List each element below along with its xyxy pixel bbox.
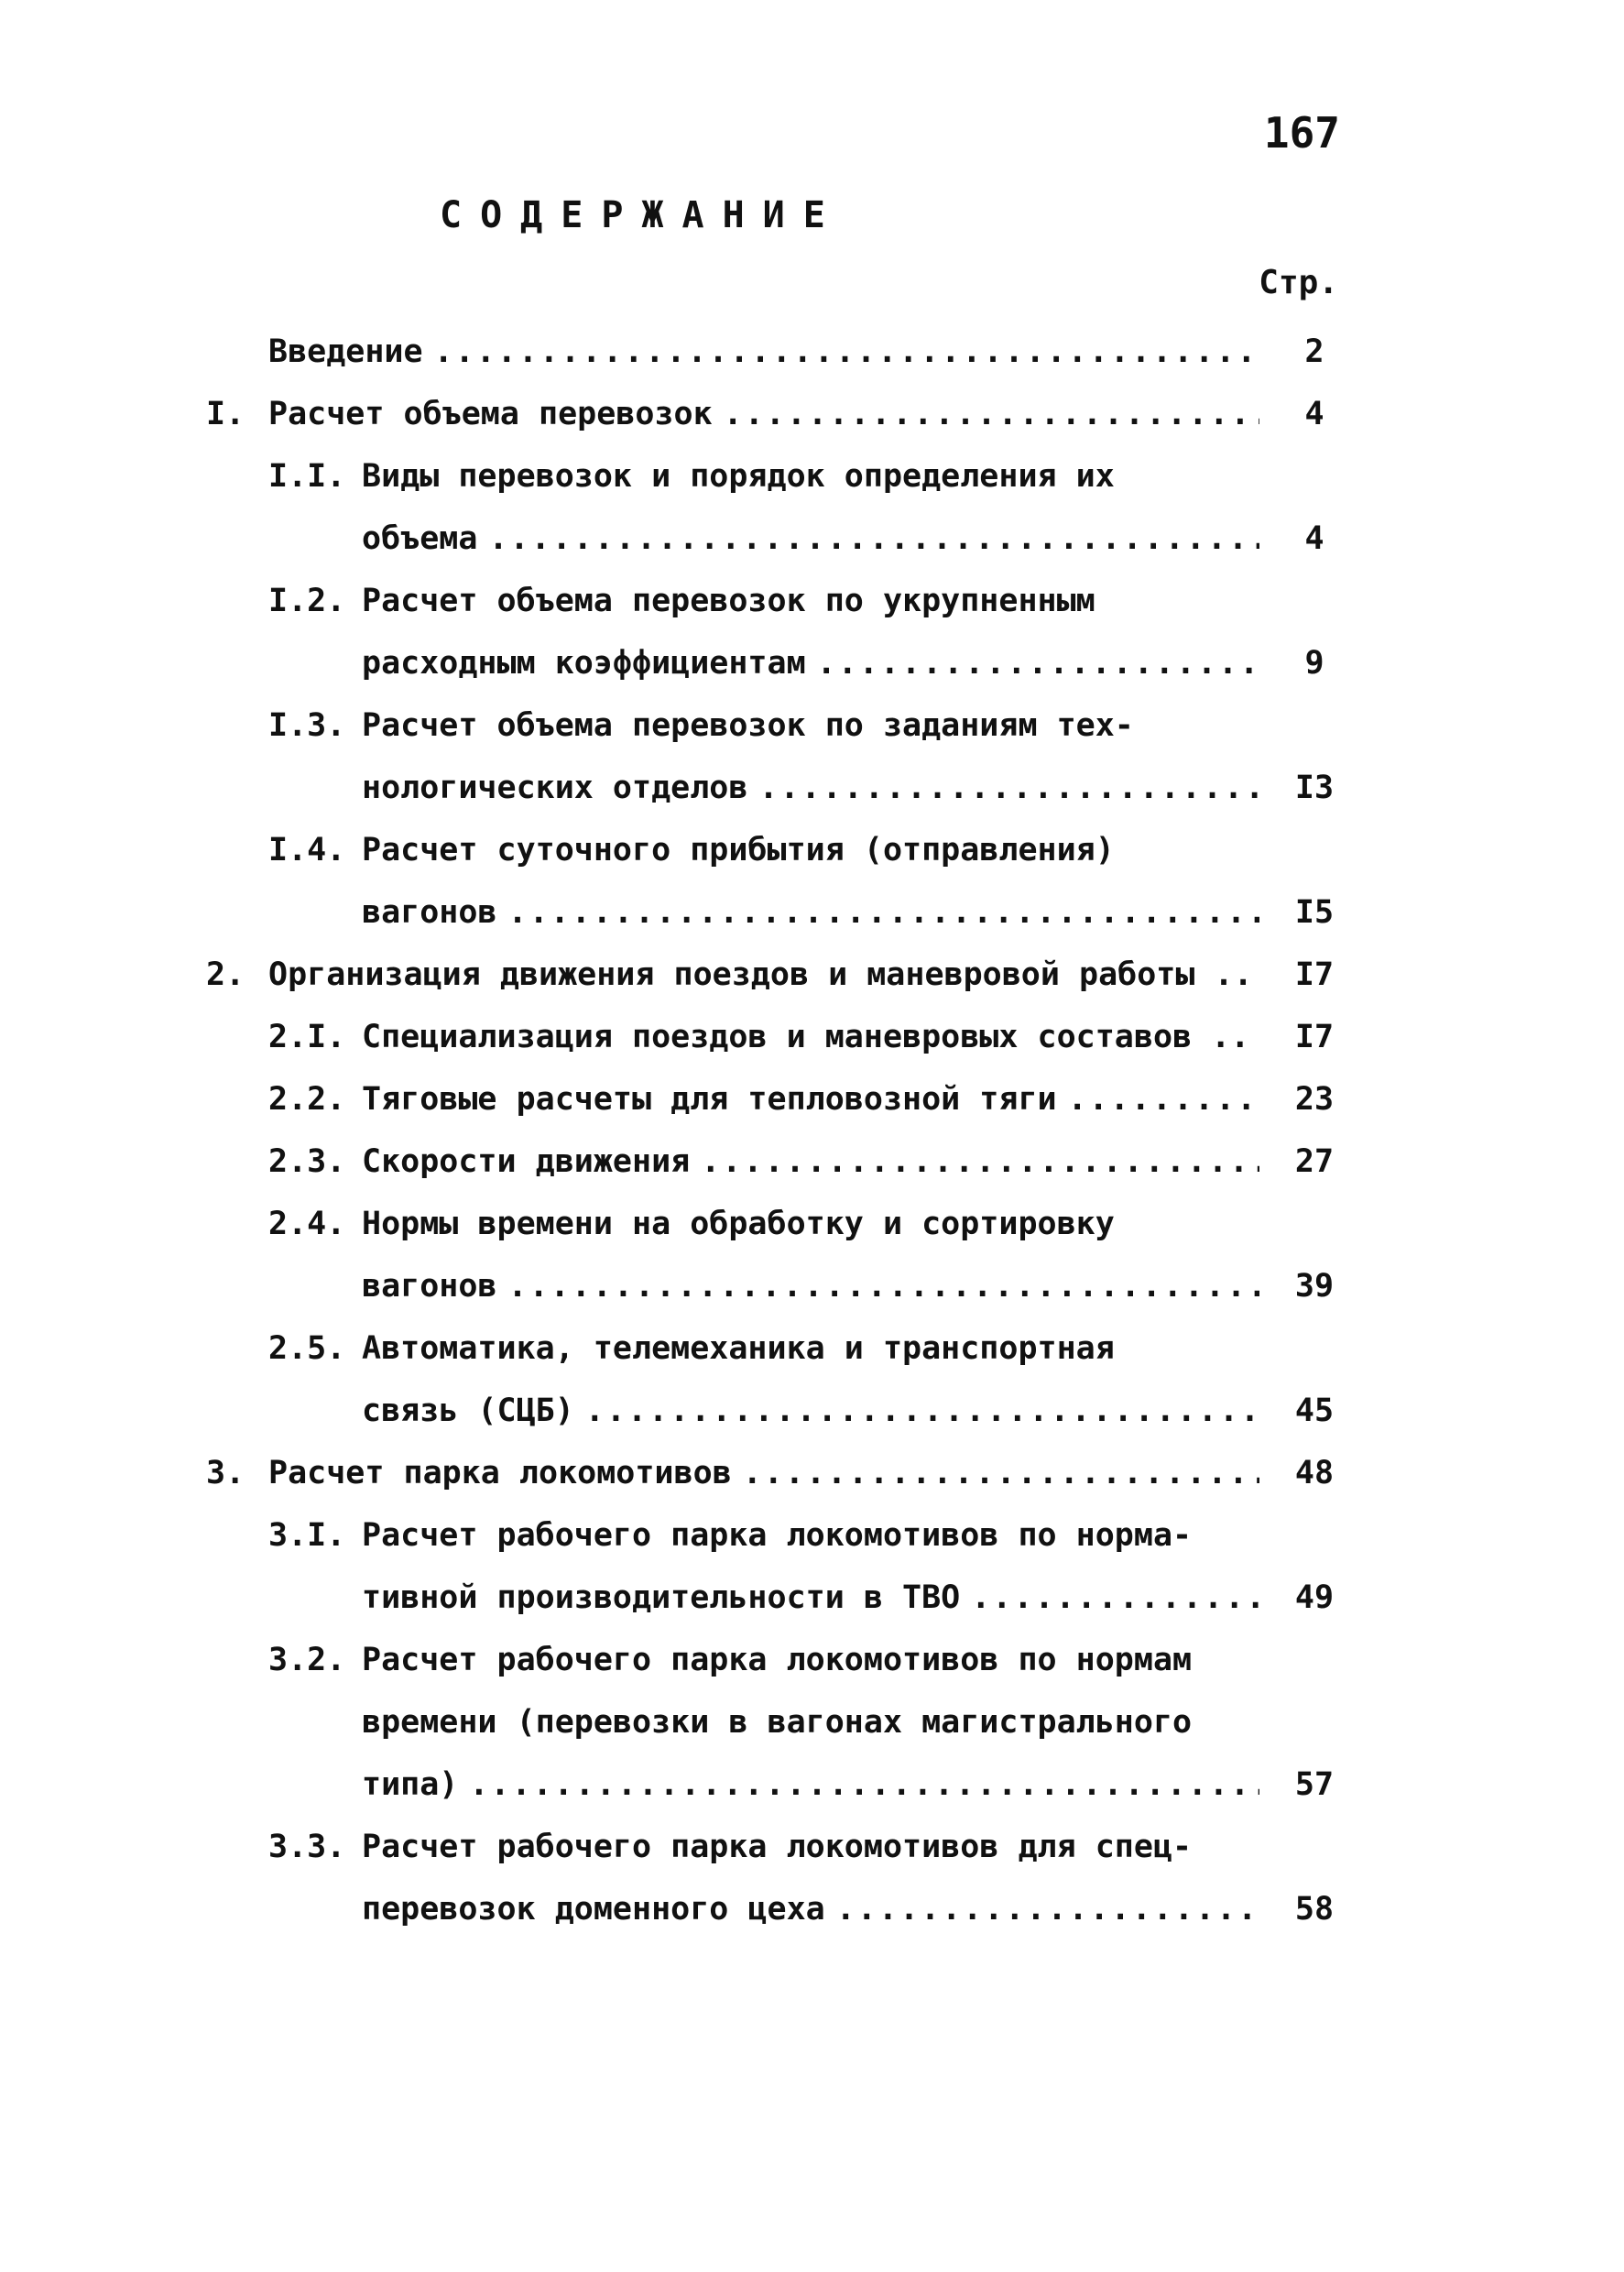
toc-row [206,321,1342,383]
toc-row [206,1753,1342,1816]
toc-entry-text: тивной производительности в ТВО [362,1579,961,1616]
toc-row [206,1006,1342,1068]
toc-entry-text: Организация движения поездов и маневровой работы .. [268,956,1253,993]
toc-page-number: 45 [1294,1393,1335,1429]
toc-entry-text: Специализация поездов и маневровых составов .. [362,1019,1250,1055]
toc-entry-line[interactable] [362,1006,1259,1068]
toc-dot-leader [724,383,1259,445]
toc-entry-text: Расчет объема перевозок по укрупненным [362,583,1095,619]
toc-page-number: I7 [1294,956,1335,993]
toc-row [206,383,1342,445]
toc-entry-text: Тяговые расчеты для тепловозной тяги [362,1081,1057,1118]
toc-dot-leader [508,1255,1259,1317]
toc-row [206,694,1342,757]
toc-entry-text: Введение [268,333,423,370]
toc-entry-text: объема [362,520,478,557]
toc-entry-number: 2. [206,956,245,993]
toc-entry-text: Нормы времени на обработку и сортировку [362,1206,1115,1242]
toc-entry-number: I. [206,396,245,432]
page-column-header: Стр. [1259,264,1338,301]
toc-entry-line[interactable] [362,757,1259,819]
toc-entry-text: нологических отделов [362,770,748,806]
toc-row [206,757,1342,819]
toc-page-number: 49 [1294,1579,1335,1616]
toc-page-number: 23 [1294,1081,1335,1118]
toc-dot-leader [817,632,1259,694]
toc-page-number: I3 [1294,770,1335,806]
toc-entry-text: Расчет суточного прибытия (отправления) [362,832,1115,868]
toc-entry-text: расходным коэффициентам [362,645,806,682]
toc-entry-text: Расчет рабочего парка локомотивов по нормам [362,1642,1193,1678]
toc-row [206,1442,1342,1504]
toc-entry-number: 2.I. [268,1019,346,1055]
toc-row [206,1131,1342,1193]
toc-entry-number: 2.2. [268,1081,346,1118]
toc-row [206,1068,1342,1131]
toc-entry-text: Виды перевозок и порядок определения их [362,458,1115,495]
toc-row [206,1878,1342,1940]
toc-row [206,508,1342,570]
toc-entry-text: Автоматика, телемеханика и транспортная [362,1330,1115,1367]
toc-row [206,819,1342,881]
toc-entry-line[interactable] [362,1878,1259,1940]
toc-entry-line[interactable] [268,321,1259,383]
page-title: СОДЕРЖАНИЕ [440,194,844,236]
toc-dot-leader [434,321,1259,383]
toc-entry-number: 3. [206,1455,245,1491]
toc-entry-text: Расчет объема перевозок [268,396,713,432]
toc-page-number: 48 [1294,1455,1335,1491]
toc-entry-text: Расчет рабочего парка локомотивов для спец- [362,1829,1193,1865]
toc-entry-number: 2.5. [268,1330,346,1367]
toc-page-number: 57 [1294,1766,1335,1803]
toc-row [206,944,1342,1006]
toc-page-number: I5 [1294,894,1335,931]
toc-row [206,1567,1342,1629]
toc-dot-leader [1068,1068,1259,1131]
toc-entry-line[interactable] [362,1131,1259,1193]
toc-dot-leader [508,881,1259,944]
toc-dot-leader [488,508,1259,570]
toc-entry-line[interactable] [362,1255,1259,1317]
toc-page-number: 27 [1294,1143,1335,1180]
toc-page-number: 39 [1294,1268,1335,1305]
toc-entry-line[interactable] [362,632,1259,694]
toc-entry-text: связь (СЦБ) [362,1393,574,1429]
toc-entry-line[interactable] [362,881,1259,944]
toc-entry-number: 2.4. [268,1206,346,1242]
toc-entry-number: I.4. [268,832,346,868]
toc-entry-line[interactable] [362,508,1259,570]
toc-entry-text: типа) [362,1766,459,1803]
toc-row [206,1629,1342,1691]
toc-dot-leader [701,1131,1259,1193]
toc-row [206,1317,1342,1380]
toc-row [206,1380,1342,1442]
toc-dot-leader [971,1567,1259,1629]
toc-entry-number: 3.I. [268,1517,346,1554]
toc-entry-line[interactable] [362,1068,1259,1131]
toc-row [206,881,1342,944]
toc-row [206,1193,1342,1255]
toc-entry-text: вагонов [362,1268,497,1305]
toc-entry-line[interactable] [268,944,1259,1006]
toc-entry-number: I.2. [268,583,346,619]
toc-entry-text: вагонов [362,894,497,931]
toc-entry-number: 3.3. [268,1829,346,1865]
toc-row [206,632,1342,694]
toc-row [206,445,1342,508]
toc-entry-text: Расчет объема перевозок по заданиям тех- [362,707,1134,744]
toc-entry-number: I.I. [268,458,346,495]
toc-dot-leader [836,1878,1259,1940]
toc-entry-line[interactable] [362,1380,1259,1442]
toc-entry-line[interactable] [362,1567,1259,1629]
toc-entry-text: Скорости движения [362,1143,691,1180]
toc-entry-text: перевозок доменного цеха [362,1891,825,1928]
page-number: 167 [1263,108,1340,158]
toc-page-number: 4 [1304,520,1324,557]
toc-entry-number: 2.3. [268,1143,346,1180]
toc-row [206,1504,1342,1567]
toc-dot-leader [743,1442,1259,1504]
toc-entry-line[interactable] [268,383,1259,445]
toc-dot-leader [758,757,1259,819]
toc-entry-text: времени (перевозки в вагонах магистрального [362,1704,1193,1741]
toc-entry-number: I.3. [268,707,346,744]
toc-dot-leader [585,1380,1259,1442]
toc-row [206,1255,1342,1317]
toc-row [206,570,1342,632]
toc-page-number: 58 [1294,1891,1335,1928]
toc-entry-text: Расчет рабочего парка локомотивов по норма- [362,1517,1193,1554]
toc-entry-number: 3.2. [268,1642,346,1678]
table-of-contents [206,321,1342,1940]
toc-page-number: I7 [1294,1019,1335,1055]
toc-dot-leader [469,1753,1259,1816]
toc-page-number: 4 [1304,396,1324,432]
toc-entry-line[interactable] [362,1753,1259,1816]
toc-row [206,1691,1342,1753]
toc-page-number: 9 [1304,645,1324,682]
toc-page-number: 2 [1304,333,1324,370]
toc-entry-line[interactable] [268,1442,1259,1504]
toc-entry-text: Расчет парка локомотивов [268,1455,732,1491]
toc-row [206,1816,1342,1878]
